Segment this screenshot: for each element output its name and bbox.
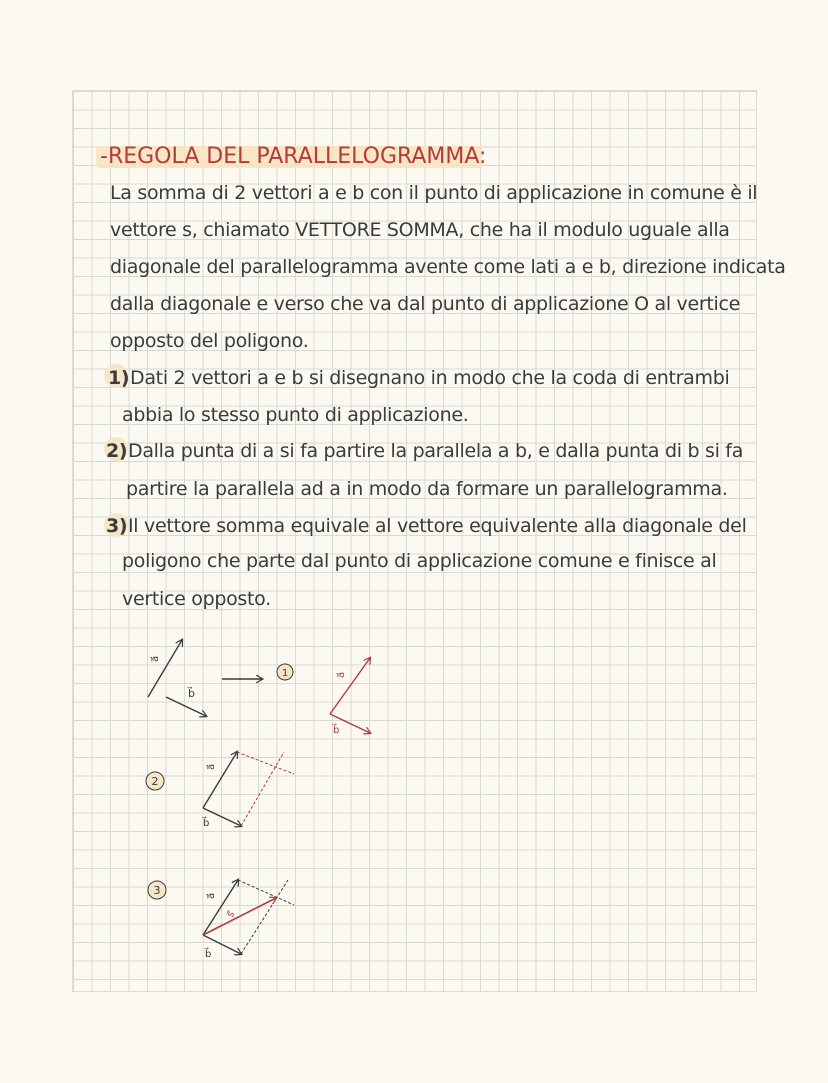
vector-a-arrow	[148, 640, 182, 697]
parallel-to-a-dashed	[241, 752, 284, 826]
step-2-badge-label: 2	[151, 775, 159, 788]
label-a: a⃗	[150, 655, 161, 662]
paragraph-line: La somma di 2 vettori a e b con il punto di applicazione in comune è il	[110, 182, 758, 204]
step-line: abbia lo stesso punto di applicazione.	[122, 404, 469, 426]
label-a: a⃗	[206, 763, 217, 770]
parallel-to-b-dashed	[238, 880, 294, 905]
vector-a-arrow-joined	[330, 658, 370, 714]
step-line: Dati 2 vettori a e b si disegnano in modo che la coda di entrambi	[130, 367, 730, 389]
parallel-to-a-dashed	[241, 880, 288, 954]
step-line: vertice opposto.	[122, 588, 271, 610]
figure-2-parallelogram	[146, 752, 294, 829]
step-1-badge-label: 1	[281, 668, 289, 679]
label-b: b⃗	[188, 687, 195, 700]
step-number: 2)	[106, 440, 128, 462]
figure-3-resultant	[148, 880, 294, 960]
paragraph-line: vettore s, chiamato VETTORE SOMMA, che ha il modulo uguale alla	[110, 219, 730, 241]
step-line: Dalla punta di a si fa partire la parallela a b, e dalla punta di b si fa	[128, 440, 744, 462]
label-a-red: a⃗	[336, 671, 347, 678]
vector-b-arrow	[166, 697, 206, 716]
step-line: partire la parallela ad a in modo da formare un parallelogramma.	[126, 478, 728, 500]
paragraph-line: dalla diagonale e verso che va dal punto di applicazione O al vertice	[110, 293, 741, 315]
section-title: -REGOLA DEL PARALLELOGRAMMA:	[100, 144, 487, 169]
paragraph-line: diagonale del parallelogramma avente come lati a e b, direzione indicata	[110, 256, 786, 278]
label-b-red: b⃗	[333, 725, 340, 736]
label-b: b⃗	[205, 949, 212, 960]
label-a: a⃗	[206, 892, 217, 899]
parallel-to-b-dashed	[237, 752, 294, 774]
label-s: s⃗	[225, 909, 238, 920]
step-number: 1)	[108, 367, 130, 389]
step-number: 3)	[106, 515, 128, 537]
label-b: b⃗	[203, 818, 210, 829]
step-3-badge-label: 3	[153, 884, 161, 897]
paragraph-line: opposto del poligono.	[110, 330, 309, 352]
step-line: Il vettore somma equivale al vettore equivalente alla diagonale del	[128, 515, 747, 537]
vector-a-arrow	[203, 752, 237, 808]
figure-1-separate-vectors	[148, 640, 370, 736]
step-line: poligono che parte dal punto di applicazione comune e finisce al	[122, 550, 717, 572]
